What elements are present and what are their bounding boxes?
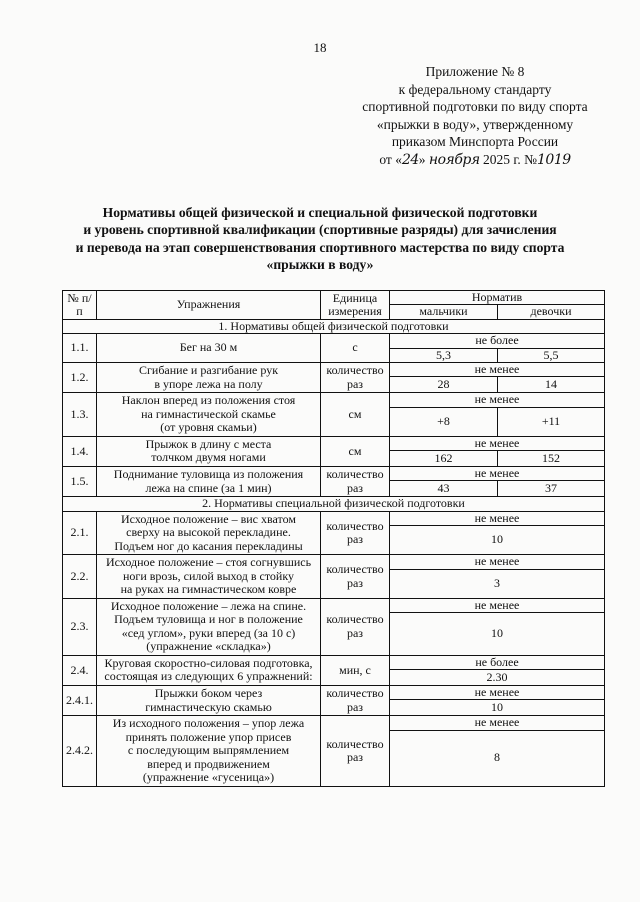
appendix-line: Приложение № 8	[425, 64, 525, 79]
unit: количество раз	[321, 598, 390, 655]
unit: количество раз	[321, 363, 390, 393]
header-unit: Единица измерения	[321, 291, 390, 320]
exercise-row	[63, 436, 605, 450]
order-date-line	[330, 151, 620, 170]
exercise-row	[63, 716, 605, 730]
document-title	[30, 204, 610, 274]
norm-condition: не менее	[390, 393, 605, 407]
norm-girls: +11	[498, 407, 605, 436]
row-number: 1.5.	[63, 467, 97, 497]
norm-girls: 14	[498, 377, 605, 393]
exercise-line: гимнастическую скамью	[145, 699, 272, 714]
exercise-line: Бег на 30 м	[179, 340, 238, 355]
page-number: 18	[313, 40, 327, 55]
norm-boys: +8	[390, 407, 498, 436]
section-header-row	[63, 497, 605, 511]
exercise-line: принять положение упор присев	[125, 729, 292, 744]
appendix-line: к федеральному стандарту	[398, 81, 552, 97]
norm-boys: 5,3	[390, 348, 498, 362]
norm-value: 10	[390, 613, 605, 656]
norm-girls: 5,5	[498, 348, 605, 362]
row-number: 1.2.	[63, 363, 97, 393]
exercise-line: Круговая скоростно-силовая подготовка,	[104, 656, 313, 671]
appendix-line: «прыжки в воду», утвержденному	[376, 116, 574, 132]
row-number: 2.4.1.	[63, 686, 97, 716]
date-prefix: от «	[379, 151, 402, 167]
order-number: 1019	[537, 151, 571, 168]
section-header-row	[63, 319, 605, 333]
exercise-line: (упражнение «складка»)	[146, 639, 271, 654]
norm-girls: 152	[498, 451, 605, 467]
header-norm: Норматив	[390, 291, 605, 305]
header-num: № п/п	[63, 291, 97, 320]
exercise-line: толчком двумя ногами	[151, 450, 266, 465]
norm-boys: 43	[390, 481, 498, 497]
section-title: 2. Нормативы специальной физической подготовки	[63, 497, 605, 511]
date-month: ноября	[428, 151, 480, 168]
exercise-row	[63, 511, 605, 525]
row-number: 1.1.	[63, 334, 97, 363]
exercise-name	[97, 598, 321, 655]
unit: количество раз	[321, 511, 390, 555]
exercise-line: сверху на высокой перекладине.	[126, 525, 291, 540]
section-title: 1. Нормативы общей физической подготовки	[63, 319, 605, 333]
exercise-line: на руках на гимнастическом ковре	[120, 582, 297, 597]
row-number: 2.4.	[63, 655, 97, 685]
exercise-line: Исходное положение – лежа на спине.	[110, 599, 307, 614]
date-day: 24	[401, 151, 419, 168]
norm-girls: 37	[498, 481, 605, 497]
norm-value: 2.30	[390, 670, 605, 686]
exercise-name	[97, 716, 321, 786]
exercise-line: Наклон вперед из положения стоя	[121, 393, 296, 408]
appendix-line: приказом Минспорта России	[391, 134, 559, 150]
date-mid: »	[418, 151, 426, 167]
row-number: 2.3.	[63, 598, 97, 655]
exercise-name	[97, 655, 321, 685]
exercise-name	[97, 363, 321, 393]
unit: см	[321, 393, 390, 437]
row-number: 1.4.	[63, 436, 97, 466]
norm-value: 10	[390, 526, 605, 555]
title-line: «прыжки в воду»	[266, 257, 374, 273]
exercise-line: Из исходного положения – упор лежа	[112, 716, 305, 731]
exercise-line: Поднимание туловища из положения	[113, 467, 304, 482]
exercise-line: Подъем ног до касания перекладины	[114, 538, 303, 553]
exercise-row	[63, 598, 605, 612]
exercise-line: с последующим выпрямлением	[127, 743, 290, 758]
exercise-row	[63, 467, 605, 481]
exercise-row	[63, 655, 605, 669]
unit: количество раз	[321, 686, 390, 716]
norm-condition: не более	[390, 334, 605, 348]
norm-value: 10	[390, 700, 605, 716]
exercise-row	[63, 363, 605, 377]
exercise-line: лежа на спине (за 1 мин)	[145, 480, 272, 495]
exercise-row	[63, 334, 605, 348]
norm-condition: не менее	[390, 686, 605, 700]
unit: количество раз	[321, 467, 390, 497]
norm-condition: не менее	[390, 555, 605, 569]
norm-condition: не менее	[390, 467, 605, 481]
row-number: 2.4.2.	[63, 716, 97, 786]
header-boys: мальчики	[390, 305, 498, 319]
date-year: 2025 г. №	[482, 151, 538, 167]
exercise-name	[97, 511, 321, 555]
norm-condition: не более	[390, 655, 605, 669]
unit: см	[321, 436, 390, 466]
norms-table-body	[63, 291, 605, 787]
row-number: 2.1.	[63, 511, 97, 555]
exercise-line: ноги врозь, силой выход в стойку	[123, 568, 294, 583]
exercise-line: состоящая из следующих 6 упражнений:	[104, 669, 313, 684]
exercise-line: Исходное положение – вис хватом	[120, 511, 296, 526]
header-row	[63, 291, 605, 305]
title-line: и уровень спортивной квалификации (спортивные разряды) для зачисления	[83, 222, 557, 238]
unit: количество раз	[321, 716, 390, 786]
exercise-line: Подъем туловища и ног в положение	[114, 612, 303, 627]
norm-condition: не менее	[390, 436, 605, 450]
unit: количество раз	[321, 555, 390, 599]
exercise-line: в упоре лежа на полу	[154, 376, 263, 391]
row-number: 1.3.	[63, 393, 97, 437]
title-line: и перевода на этап совершенствования спортивного мастерства по виду спорта	[75, 239, 565, 255]
exercise-line: «сед углом», руки вперед (за 10 с)	[121, 625, 296, 640]
norm-condition: не менее	[390, 511, 605, 525]
norm-condition: не менее	[390, 716, 605, 730]
norm-condition: не менее	[390, 598, 605, 612]
header-exercise: Упражнения	[97, 291, 321, 320]
exercise-row	[63, 686, 605, 700]
norm-value: 8	[390, 730, 605, 786]
exercise-line: Прыжки боком через	[154, 686, 263, 701]
norm-condition: не менее	[390, 363, 605, 377]
exercise-name	[97, 436, 321, 466]
norms-table	[62, 290, 605, 787]
exercise-line: на гимнастической скамье	[141, 406, 276, 421]
exercise-name	[97, 334, 321, 363]
unit: мин, с	[321, 655, 390, 685]
norm-value: 3	[390, 569, 605, 598]
exercise-name	[97, 686, 321, 716]
unit: с	[321, 334, 390, 363]
exercise-name	[97, 467, 321, 497]
exercise-line: вперед и продвижением	[147, 756, 270, 771]
exercise-row	[63, 393, 605, 407]
exercise-line: (упражнение «гусеница»)	[142, 770, 275, 785]
exercise-line: Прыжок в длину с места	[145, 437, 272, 452]
exercise-line: Сгибание и разгибание рук	[138, 363, 279, 378]
norm-boys: 28	[390, 377, 498, 393]
title-line: Нормативы общей физической и специальной физической подготовки	[102, 205, 538, 220]
exercise-name	[97, 555, 321, 599]
header-girls: девочки	[498, 305, 605, 319]
exercise-line: (от уровня скамьи)	[160, 420, 257, 435]
row-number: 2.2.	[63, 555, 97, 599]
exercise-line: Исходное положение – стоя согнувшись	[105, 555, 312, 570]
appendix-header	[330, 63, 620, 170]
appendix-line: спортивной подготовки по виду спорта	[362, 99, 588, 115]
norm-boys: 162	[390, 451, 498, 467]
exercise-name	[97, 393, 321, 437]
exercise-row	[63, 555, 605, 569]
